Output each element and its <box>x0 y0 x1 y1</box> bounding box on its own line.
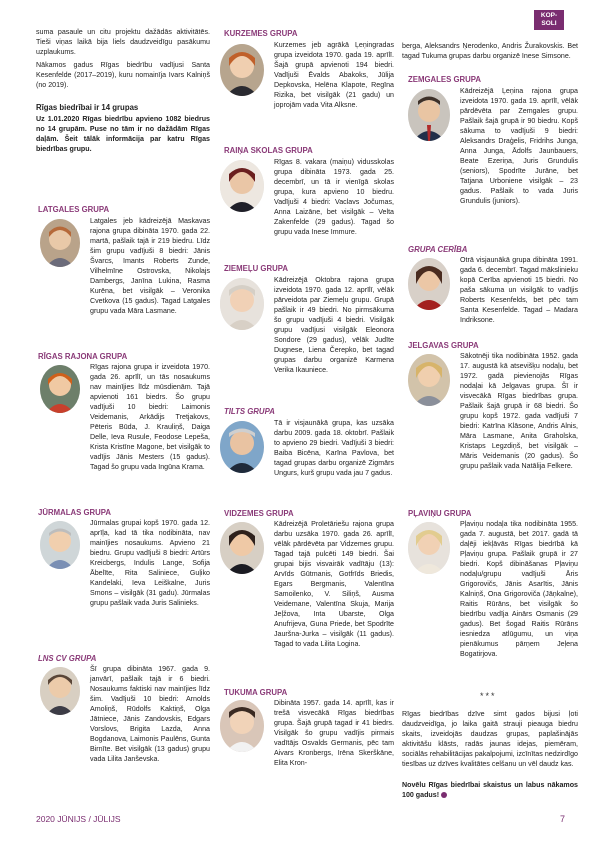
photo-tukuma-leader <box>220 700 264 752</box>
heading-jelgavas: JELGAVAS GRUPA <box>408 341 479 350</box>
intro-paragraph-1: suma pasaule un citu projektu dažādās aktivitātēs. Tieši viņas laikā bija liels daudzveidīgu pasākumu uzplaukums. <box>36 28 210 56</box>
heading-ceriba: GRUPA CERĪBA <box>408 245 468 254</box>
subheading-groups: Rīgas biedrībai ir 14 grupas <box>36 103 139 112</box>
photo-rigas-leader <box>40 365 80 413</box>
text-vidzemes-intro <box>274 519 394 649</box>
text-zemgales: Kādreizējā Ļeņina rajona grupa izveidota 1970. gada 19. aprīlī, vēlāk pārdēvēta par Zemgales grupu. Pašlaik šajā grupā ir 90 biedru. Kopš sākuma to vadījuši 9 biedri: Aleksandrs Draģelis, Fridrihs Junga, Anna Junga, Ādolfs Jaunbauers, Beate Ezeriņa, Juris Grundulis (seniors), Spodrīte Jurāne, bet Tatjana Urboniene visilgāk – 23 gadus. Pašlaik to vada Juris Grundulis (juniors). <box>460 87 578 205</box>
section-badge <box>534 10 564 30</box>
heading-zemgales: ZEMGALES GRUPA <box>408 75 482 84</box>
photo-raina-leader <box>220 160 264 212</box>
heading-lns-cv: LNS CV GRUPA <box>38 654 97 663</box>
text-tukuma-continued: berga, Aleksandrs Ņerodenko, Andris Žurakovskis. Bet tagad Tukuma grupas darbu organizē Inese Simsone. <box>402 42 578 60</box>
footer-issue: 2020 JŪNIJS / JŪLIJS <box>36 814 121 824</box>
end-mark-icon <box>441 792 447 798</box>
badge-line2: SOLI <box>541 20 557 27</box>
text-ceriba: Otrā visjaunākā grupa dibināta 1991. gada 6. decembrī. Tagad mākslinieku kopā Cerība apvienoti 15 biedri. No paša sākuma un visilgāk to vadījis Roberts Kesenfelds, bet pēc tam Santa Kesenfelde. Tagad – Madara Indriksone. <box>460 256 578 324</box>
photo-kurzemes-leader <box>220 44 264 96</box>
photo-ceriba-leader <box>408 258 450 310</box>
text-latgales: Latgales jeb kādreizējā Maskavas rajona grupa dibināta 1970. gada 22. martā, pašlaik tajā ir 219 biedru. Līdz šim grupu vadījuši 8 biedri: Jānis Švarcs, Imants Roberts Zunde, Vilhelmīne Ostrovska, Nikolajs Dambergs, Janīna Lukina, Rasma Kurēna, bet visilgāk – Veronika Cvetkova (15 gadus). Tagad Latgales grupu vada Māra Lasmane. <box>90 217 210 315</box>
photo-vidzemes-leader <box>220 522 264 574</box>
heading-jurmalas: JŪRMALAS GRUPA <box>38 508 112 517</box>
text-lns-cv: Šī grupa dibināta 1967. gada 9. janvārī, pašlaik tajā ir 6 biedri. Nosaukums faktiski nav mainījies līdz šim. Vadījuši 10 biedri: Arnolds Amoliņš, Rūdolfs Kaktiņš, Olga Jātniece, Jānis Zandovskis, Edgars Vorslovs, Brigita Lazda, Anna Bogdanova, Laimonis Paulēns, Gunta Birnīte. Bet visilgāk (13 gadus) grupu vada Lilita Janševska. <box>90 665 210 763</box>
photo-jurmalas-leader <box>40 521 80 569</box>
text-plavinu: Pļaviņu nodaļa tika nodibināta 1955. gada 7. augustā, bet 2017. gadā tā daļēji iekļāvās Rīgas biedrībā kā Pļaviņu grupa. Pašlaik grupā ir 27 biedri. Kopš dibināšanas Pļaviņu nodaļu/grupu vadījuši Āris Grigorovičs, Jānis Asarītis, Jānis Kalniņš, Ona Grigoroviča (Jāņkalne), Raitis Rūrāns, bet visilgāk šo biedrību vadīja Ainārs Osmanis (29 gadus). Bet šogad Raitis Rūrāns iesniedza atlūgumu, un viņa pienākumus pārņem Jeļena Bogatirjova. <box>460 520 578 658</box>
photo-zemgales-leader <box>408 89 450 141</box>
section-divider-stars: *** <box>480 691 497 701</box>
text-kurzemes: Kurzemes jeb agrākā Ļeņingradas grupa izveidota 1970. gada 19. aprīlī. Šajā grupā apvienoti 194 biedri. Vadījuši Ēvalds Abakoks, Jūlija Depkovska, Helēna Klapote, Regīna Rizika, bet visilgāk (21 gadu) un joprojām vada Vita Alksne. <box>274 41 394 109</box>
heading-tilts: TILTS GRUPA <box>224 407 275 416</box>
heading-rigas-rajona: RĪGAS RAJONA GRUPA <box>38 352 128 361</box>
text-tilts: Tā ir visjaunākā grupa, kas uzsāka darbu 2009. gada 18. oktobrī. Pašlaik to apvieno 29 biedri. Vadījuši 3 biedri: Baiba Bicēna, Karīna Pavlova, bet tagad grupas darbu organizē Zigmārs Ungurs, kurš grupu vada jau 7 gadus. <box>274 419 394 477</box>
photo-lns-leader <box>40 667 80 715</box>
closing-text: Novēlu Rīgas biedrībai skaistus un labus nākamos 100 gadus! <box>402 781 578 799</box>
photo-plavinu-leader <box>408 522 450 574</box>
heading-tukuma: TUKUMA GRUPA <box>224 688 288 697</box>
text-rigas-rajona: Rīgas rajona grupa ir izveidota 1970. gada 26. aprīlī, un tās nosaukums nav mainījies līdz mūsdienām. Tajā apvienoti 161 biedrs. Šo grupu vadījuši 10 biedri: Laimonis Veidemanis, Arkādijs Tretjakovs, Pēteris Būda, J. Krauliņš, Daiga Delle, Ieva Rusule, Feodose Lepeša, Krista Kristīne Magone, bet visilgāk to vadījis Jānis Mesters (15 gadus). Tagad šo grupu vada Ingūna Krama. <box>90 363 210 471</box>
page-number: 7 <box>560 814 566 824</box>
heading-plavinu: PĻAVIŅU GRUPA <box>408 509 472 518</box>
photo-latgales-leader <box>40 219 80 267</box>
photo-tilts-leader <box>220 421 264 473</box>
intro-paragraph-3: Uz 1.01.2020 Rīgas biedrību apvieno 1082 biedrus no 14 grupām. Puse no tām ir no dažādām Rīgas daļām. Šeit tālāk informācija par katru Rīgas biedrības grupu. <box>36 115 210 153</box>
text-tukuma: Dibināta 1957. gada 14. aprīlī, kas ir trešā visvecākā Rīgas biedrības grupa. Šajā grupā tagad ir 41 biedrs. Visilgāk šo grupu vadījis pirmais vadītājs Osvalds Germanis, pēc tam Aivars Kronbergs, Irēna Skerškāne, Elita Kron- <box>274 699 394 767</box>
badge-line1: KOP- <box>540 12 558 19</box>
heading-kurzemes: KURZEMES GRUPA <box>224 29 298 38</box>
photo-jelgavas-leader <box>408 354 450 406</box>
text-ziemelu: Kādreizējā Oktobra rajona grupa izveidota 1970. gada 12. aprīlī, vēlāk pārveidota par Ziemeļu grupu. Grupā pašlaik ir 49 biedri. No pirmsākuma šo grupu vadījuši 4 biedri. Visilgāk grupu vadījusi visilgāk Eleonora Sondore (29 gadus), vēlāk Judīte Dugnese, Liena Čerepko, bet tagad grupas darbu organizē Karmena Verika Ikauniece. <box>274 276 394 374</box>
heading-ziemelu: ZIEMEĻU GRUPA <box>224 264 288 273</box>
closing-wish <box>402 780 578 800</box>
photo-ziemelu-leader <box>220 278 264 330</box>
heading-latgales: LATGALES GRUPA <box>38 205 110 214</box>
text-jurmalas: Jūrmalas grupai kopš 1970. gada 12. aprīļa, kad tā tika nodibināta, nav mainījies nosaukums. Apvieno 21 biedru. Grupu vadījuši 8 biedri: Artūrs Kreicbergs, Indulis Lange, Sofija Ābelīte, Rita Saliniece, Guļiko Kandelaki, Ieva Leiškalne, Juris Smons – visilgāk (31 gadu). Jūrmalas grupu pašlaik vada Juris Salinieks. <box>90 519 210 607</box>
text-jelgavas: Sākotnēji tika nodibināta 1952. gada 17. augustā kā atsevišķu nodaļu, bet 1972. gadā pievienojās Rīgas nodaļai kā Jelgavas grupa. Šī ir visvecākā Rīgas biedrības grupa. Pašlaik šajā grupā ir 68 biedri. Šo grupu kopš 1972. gada vadījuši 7 biedri: Katrīna Klāsone, Andris Alnis, Māra Lasmane, Anita Graholska, Kristaps Legzdiņš, bet visilgāk – Māris Veidemanis (20 gadus). Šo grupu pašlaik vada Natālija Felkere. <box>460 352 578 470</box>
heading-raina-skolas: RAIŅA SKOLAS GRUPA <box>224 146 313 155</box>
text-outro: Rīgas biedrības dzīve simt gados bijusi ļoti daudzveidīga, jo laika gaitā strauji pieauga biedru skaits, izveidojās daudzas grupas, paplašinājās aktivitāšu klāsts, radās jaunas idejas, piemēram, sociālās rehabilitācijas pakalpojumi, izcīnītas nedzirdīgo tiesības uz dzīves kvalitātes celšanu un vēl daudz kas. <box>402 710 578 768</box>
text-raina-skolas: Rīgas 8. vakara (maiņu) vidusskolas grupa dibināta 1973. gada 25. decembrī, un tā ir vienīgā skolas grupa, kura apvieno 10 biedru. Vadījuši 4 biedri: Vaclavs Jočumas, Anna Laizāne, bet visilgāk – Velta Zakenfelde (29 gadus). Tagad šo grupu vada Inese Immure. <box>274 158 394 236</box>
text-vidzemes: Kādreizējā Proletāriešu rajona grupa darbu uzsāka 1970. gada 26. aprīlī, vēlāk pārdēvēta par Vidzemes grupu. Tagad tajā pulcēti 149 biedri. Šai grupai bijis visvairāk vadītāju (13): Arvīds Gūtmanis, Gotfrīds Briedis, Egars Bergmanis, Valentīna Samoilenko, V. Siliņš, Ausma Veidemane, Valentīna Skuja, Marija Jeļžova, Inta Ubarste, Olga Anufrijeva, Guna Priede, bet Spodrīte Jauršna-Jurka – visilgāk (11 gadus). Tagad to vada Lilita Logina. <box>274 520 394 648</box>
intro-paragraph-2: Nākamos gadus Rīgas biedrību vadījusi Santa Kesenfelde (2017–2019), kuru nomainīja Ivars Kalniņš (no 2019). <box>36 61 210 89</box>
heading-vidzemes: VIDZEMES GRUPA <box>224 509 294 518</box>
